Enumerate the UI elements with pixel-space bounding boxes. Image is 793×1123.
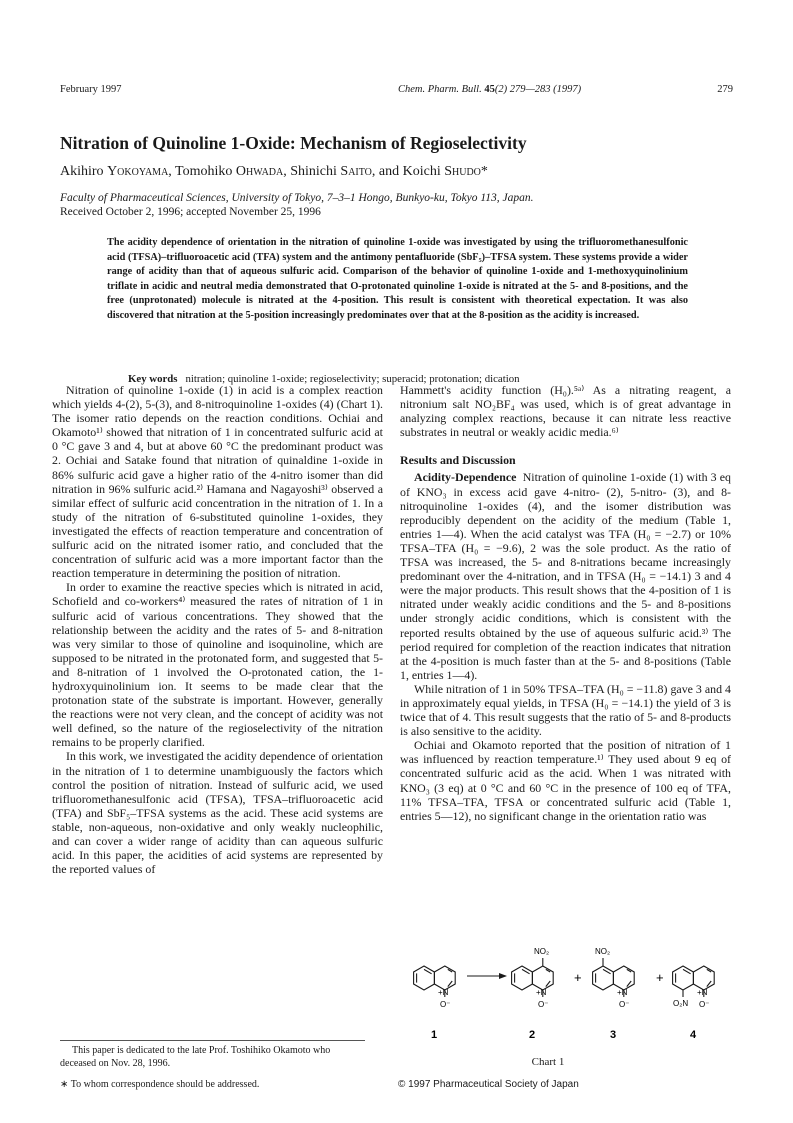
o-minus-label: O⁻ — [538, 1000, 549, 1009]
body-paragraph: In this work, we investigated the acidity dependence of orientation in the nitration of 1 to determine unambiguously the factors which control the position of nitration. Instead of sulfuric acid, we used trifluoromethanesulfonic acid (TFSA), TFSA–trifluoroacetic acid (TFA) and SbF₅–TFSA systems as the acid. These acid systems are stable, non-aqueous, non-oxidative and only weakly nucleophilic, and can cover a wider range of acidity than can aqueous sulfuric acid. In this paper, the acidities of acid systems are represented by the reported values of — [52, 749, 383, 877]
author: Shinichi Saito, and — [290, 164, 403, 179]
body-paragraph: In order to examine the reactive species which is nitrated in acid, Schofield and co-workers⁴⁾ measured the rates of nitration of 1 in sulfuric acid of various concentrations. They showed that the relationship between the acidity and the rates of 5- and 8-nitration was very similar to those of quinoline and isoquinoline, which are supposed to be nitrated in the protonated form, and suggested that 5- and 8-nitration of 1 involved the O-protonated cation, the 1-hydroxyquinolinium ion. It seems to be made clear that the protonation state of the substrate is important. However, generally the reactions were not very clean, and the concept of acidity was not well defined, so the nature of the regioselectivity of the nitration remains to be properly clarified. — [52, 580, 383, 750]
author: Tomohiko Ohwada, — [175, 164, 291, 179]
body-paragraph: Acidity-Dependence Nitration of quinoline 1-oxide (1) with 3 eq of KNO₃ in excess acid gave 4-nitro- (2), 5-nitro- (3), and 8-nitroquinoline 1-oxides (4), and the isomer distribution was reproducibly dependent on the acidity of the medium (Table 1, entries 1—4). When the acid catalyst was TFA (H₀ = −2.7) or 10% TFSA–TFA (H₀ = −9.6), 2 was the sole product. As the ratio of TFSA was increased, the 5- and 8-nitrations became increasingly predominant over the 4-nitration, and in TFSA (H₀ = −14.1) 3 and 4 were the major products. This result shows that the 4-position of 1 is nitrated under weakly acidic conditions and the 5- and 8-positions under strongly acidic conditions, which is consistent with the reported results obtained by the use of aqueous sulfuric acid.³⁾ The period required for completion of the reaction indicates that nitration at the 4-position is much faster than at the 5- and 8-positions (Table 1, entries 1—4). — [400, 470, 731, 682]
n-plus-label: +N — [536, 988, 547, 997]
copyright-notice: © 1997 Pharmaceutical Society of Japan — [398, 1079, 579, 1090]
body-paragraph: Nitration of quinoline 1-oxide (1) in acid is a complex reaction which yields 4-(2), 5-(3), and 8-nitroquinoline 1-oxides (4) (Chart 1). The isomer ratio depends on the reaction conditions. Ochiai and Okamoto¹⁾ showed that nitration of 1 in concentrated sulfuric acid at 0 °C gave 3 and 4, but at above 60 °C the predominant product was 2. Ochiai and Satake found that nitration of quinaldine 1-oxide in 86% sulfuric acid gave a higher ratio of the 4-nitro isomer than did nitration in 96% sulfuric acid.²⁾ Hamana and Nagayoshi³⁾ observed a similar effect of sulfuric acid concentration in the nitration of 1. In a study of the nitration of 6-substituted quinoline 1-oxides, they investigated the effects of reaction temperature and concentration of sulfuric acid on the nitrated isomer ratio, and concluded that the concentration of sulfuric acid was a more important factor than the reaction temperature in determining the position of nitration. — [52, 383, 383, 581]
footnote-correspondence: ∗ To whom correspondence should be addressed. — [60, 1079, 260, 1090]
author: Koichi Shudo* — [402, 164, 488, 179]
body-paragraph: While nitration of 1 in 50% TFSA–TFA (H₀ = −11.8) gave 3 and 4 in approximately equal yields, in TFSA (H₀ = −14.1) the yield of 3 is twice that of 4. This result suggests that the ratio of 5- and 8-products is also sensitive to the acidity. — [400, 681, 731, 739]
journal-issue-pages: (2) 279—283 (1997) — [494, 84, 582, 95]
plus-sign: + — [574, 970, 582, 985]
no2-label: NO₂ — [595, 947, 611, 956]
journal-volume: 45 — [484, 84, 495, 95]
body-column-right — [400, 383, 731, 823]
journal-name: Chem. Pharm. Bull. — [398, 84, 482, 95]
o2n-label: O₂N — [673, 999, 689, 1008]
no2-label: NO₂ — [534, 947, 550, 956]
section-heading: Results and Discussion — [400, 453, 516, 468]
n-plus-label: +N — [697, 988, 708, 997]
chart-1-scheme — [398, 916, 733, 1073]
reaction-scheme-svg — [398, 916, 733, 1056]
body-paragraph: Ochiai and Okamoto reported that the position of nitration of 1 was influenced by reaction temperature.¹⁾ They used about 9 eq of concentrated sulfuric acid as the acid. When 1 was nitrated with KNO₃ (3 eq) at 0 °C and 60 °C in the presence of 100 eq of TFA, 11% TFSA–TFA, TFSA or concentrated sulfuric acid (Table 1, entries 5—12), no significant change in the orientation ratio was — [400, 738, 731, 823]
compound-label-4: 4 — [690, 1029, 697, 1041]
body-column-left — [52, 383, 383, 876]
footnote-rule — [60, 1040, 365, 1041]
author-list — [60, 164, 488, 180]
compound-2-structure — [512, 947, 554, 1009]
running-header-date: February 1997 — [60, 84, 122, 95]
received-dates: Received October 2, 1996; accepted November 25, 1996 — [60, 206, 321, 218]
o-minus-label: O⁻ — [619, 1000, 630, 1009]
keywords-text: nitration; quinoline 1-oxide; regioselectivity; superacid; protonation; dication — [185, 373, 520, 385]
compound-label-2: 2 — [529, 1029, 536, 1041]
compound-3-structure — [593, 947, 635, 1009]
chart-caption: Chart 1 — [531, 1056, 565, 1068]
running-header-journal — [398, 84, 581, 95]
footnote-dedication: This paper is dedicated to the late Prof. Toshihiko Okamoto who deceased on Nov. 28, 1996. — [60, 1045, 331, 1069]
subsection-heading: Acidity-Dependence — [414, 470, 517, 485]
abstract: The acidity dependence of orientation in the nitration of quinoline 1-oxide was investigated by using the trifluoromethanesulfonic acid (TFSA)–trifluoroacetic acid (TFA) system and the antimony pentafluoride (SbF₅)–TFSA system. These systems provide a wider range of acidity than that of aqueous sulfuric acid. Comparison of the behavior of quinoline 1-oxide and 1-methoxyquinolinium triflate in acidic and neutral media demonstrated that O-protonated quinoline 1-oxide is nitrated at the 5- and 8-positions, and the free (unprotonated) molecule is nitrated at the 4-position. This result is consistent with theoretical expectation. It was also discovered that nitration at the 5-position increasingly predominates over that at the 8-position as the acidity is increased. — [107, 237, 688, 321]
keywords-label: Key words — [128, 373, 178, 385]
o-minus-label: O⁻ — [699, 1000, 710, 1009]
author: Akihiro Yokoyama, — [60, 164, 176, 179]
o-minus-label: O⁻ — [440, 1000, 451, 1009]
compound-4-structure — [673, 966, 715, 1009]
compound-label-1: 1 — [431, 1029, 438, 1041]
compound-label-3: 3 — [610, 1029, 617, 1041]
body-paragraph: Hammett's acidity function (H₀).⁵ᵃ⁾ As a nitrating reagent, a nitronium salt NO₂BF₄ was used, which is of great advantage in analyzing complex reactions, because it can nitrate less reactive substrates in neutral or weakly acidic media.⁶⁾ — [400, 383, 731, 440]
article-title: Nitration of Quinoline 1-Oxide: Mechanism of Regioselectivity — [60, 133, 527, 153]
compound-1-structure — [414, 966, 456, 1009]
n-plus-label: +N — [617, 988, 628, 997]
affiliation: Faculty of Pharmaceutical Sciences, University of Tokyo, 7–3–1 Hongo, Bunkyo-ku, Tokyo 113, Japan. — [60, 192, 534, 204]
page-number: 279 — [717, 84, 733, 95]
plus-sign: + — [656, 970, 664, 985]
n-plus-label: +N — [438, 988, 449, 997]
